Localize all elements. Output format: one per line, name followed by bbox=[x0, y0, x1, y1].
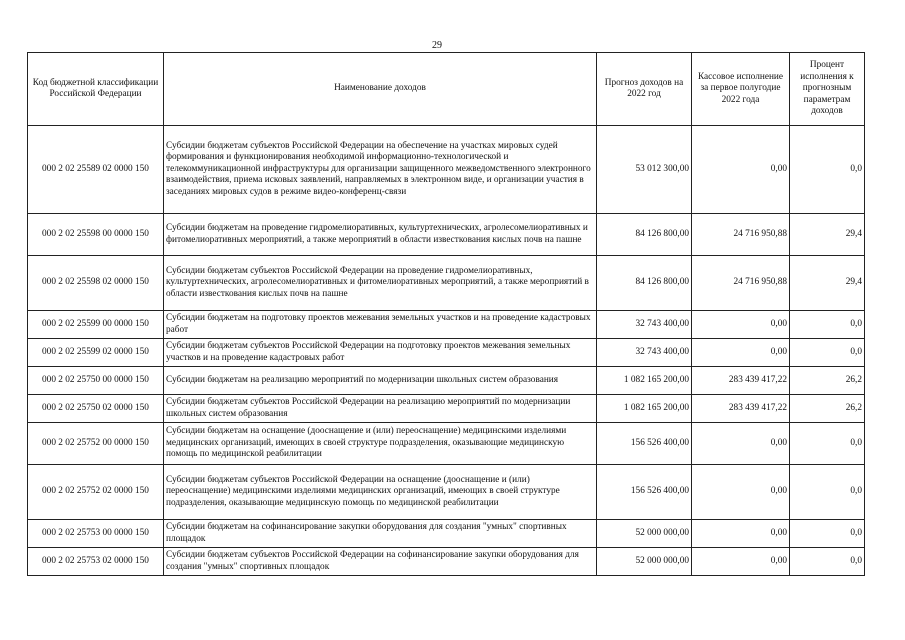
row-name: Субсидии бюджетам субъектов Российской Федерации на оснащение (дооснащение и (или) переоснащение) медицинскими изделиями медицинских организаций, имеющих в своей структуре подразделения, оказывающие медицинскую помощь по медицинской реабилитации bbox=[164, 465, 597, 520]
row-percent: 29,4 bbox=[790, 214, 865, 256]
row-name: Субсидии бюджетам субъектов Российской Федерации на софинансирование закупки оборудования для создания "умных" спортивных площадок bbox=[164, 548, 597, 576]
row-code: 000 2 02 25752 02 0000 150 bbox=[28, 465, 164, 520]
row-forecast: 52 000 000,00 bbox=[597, 520, 692, 548]
table-row bbox=[28, 367, 865, 395]
row-execution: 0,00 bbox=[692, 339, 790, 367]
row-name: Субсидии бюджетам на проведение гидромелиоративных, культуртехнических, агролесомелиоративных и фитомелиоративных мероприятий, а также мероприятий в области известкования кислых почв на пашне bbox=[164, 214, 597, 256]
row-name: Субсидии бюджетам субъектов Российской Федерации на реализацию мероприятий по модернизации школьных систем образования bbox=[164, 395, 597, 423]
row-name: Субсидии бюджетам субъектов Российской Федерации на обеспечение на участках мировых судей формирования и функционирования необходимой информационно-технологической и телекоммуникационной инфраструктуры для организации защищенного межведомственного электронного взаимодействия, приема исковых заявлений, направляемых в электронном виде, и организации участия в заседаниях мировых судов в режиме видео-конференц-связи bbox=[164, 126, 597, 214]
row-forecast: 1 082 165 200,00 bbox=[597, 395, 692, 423]
page-number: 29 bbox=[432, 40, 442, 51]
row-forecast: 84 126 800,00 bbox=[597, 256, 692, 311]
row-percent: 0,0 bbox=[790, 311, 865, 339]
row-percent: 26,2 bbox=[790, 395, 865, 423]
table-row bbox=[28, 256, 865, 311]
row-name: Субсидии бюджетам на подготовку проектов межевания земельных участков и на проведение кадастровых работ bbox=[164, 311, 597, 339]
header-forecast: Прогноз доходов на 2022 год bbox=[597, 53, 692, 126]
row-forecast: 52 000 000,00 bbox=[597, 548, 692, 576]
row-execution: 24 716 950,88 bbox=[692, 256, 790, 311]
row-execution: 0,00 bbox=[692, 520, 790, 548]
row-code: 000 2 02 25598 02 0000 150 bbox=[28, 256, 164, 311]
row-execution: 0,00 bbox=[692, 465, 790, 520]
row-percent: 29,4 bbox=[790, 256, 865, 311]
row-percent: 0,0 bbox=[790, 126, 865, 214]
row-execution: 283 439 417,22 bbox=[692, 395, 790, 423]
row-execution: 0,00 bbox=[692, 126, 790, 214]
row-percent: 0,0 bbox=[790, 423, 865, 465]
row-forecast: 32 743 400,00 bbox=[597, 339, 692, 367]
table-row bbox=[28, 339, 865, 367]
table-header-row bbox=[28, 53, 865, 126]
table-row bbox=[28, 214, 865, 256]
row-name: Субсидии бюджетам на реализацию мероприятий по модернизации школьных систем образования bbox=[164, 367, 597, 395]
header-code: Код бюджетной классификации Российской Федерации bbox=[28, 53, 164, 126]
row-percent: 26,2 bbox=[790, 367, 865, 395]
row-execution: 283 439 417,22 bbox=[692, 367, 790, 395]
row-name: Субсидии бюджетам на софинансирование закупки оборудования для создания "умных" спортивных площадок bbox=[164, 520, 597, 548]
row-code: 000 2 02 25598 00 0000 150 bbox=[28, 214, 164, 256]
table-row bbox=[28, 423, 865, 465]
row-forecast: 84 126 800,00 bbox=[597, 214, 692, 256]
table-row bbox=[28, 548, 865, 576]
header-execution: Кассовое исполнение за первое полугодие 2022 года bbox=[692, 53, 790, 126]
row-code: 000 2 02 25599 00 0000 150 bbox=[28, 311, 164, 339]
row-execution: 24 716 950,88 bbox=[692, 214, 790, 256]
row-percent: 0,0 bbox=[790, 465, 865, 520]
header-percent: Процент исполнения к прогнозным параметрам доходов bbox=[790, 53, 865, 126]
row-percent: 0,0 bbox=[790, 339, 865, 367]
row-forecast: 1 082 165 200,00 bbox=[597, 367, 692, 395]
table-row bbox=[28, 126, 865, 214]
row-code: 000 2 02 25599 02 0000 150 bbox=[28, 339, 164, 367]
row-forecast: 156 526 400,00 bbox=[597, 465, 692, 520]
row-execution: 0,00 bbox=[692, 311, 790, 339]
revenue-table bbox=[27, 52, 865, 576]
row-execution: 0,00 bbox=[692, 423, 790, 465]
table-row bbox=[28, 395, 865, 423]
row-percent: 0,0 bbox=[790, 520, 865, 548]
row-code: 000 2 02 25750 00 0000 150 bbox=[28, 367, 164, 395]
row-name: Субсидии бюджетам на оснащение (дооснащение и (или) переоснащение) медицинскими изделиями медицинских организаций, имеющих в своей структуре подразделения, оказывающие медицинскую помощь по медицинской реабилитации bbox=[164, 423, 597, 465]
row-code: 000 2 02 25753 00 0000 150 bbox=[28, 520, 164, 548]
row-code: 000 2 02 25752 00 0000 150 bbox=[28, 423, 164, 465]
row-code: 000 2 02 25589 02 0000 150 bbox=[28, 126, 164, 214]
row-name: Субсидии бюджетам субъектов Российской Федерации на подготовку проектов межевания земельных участков и на проведение кадастровых работ bbox=[164, 339, 597, 367]
row-name: Субсидии бюджетам субъектов Российской Федерации на проведение гидромелиоративных, культуртехнических, агролесомелиоративных и фитомелиоративных мероприятий, а также мероприятий в области известкования кислых почв на пашне bbox=[164, 256, 597, 311]
row-forecast: 53 012 300,00 bbox=[597, 126, 692, 214]
row-code: 000 2 02 25750 02 0000 150 bbox=[28, 395, 164, 423]
table-row bbox=[28, 520, 865, 548]
table-row bbox=[28, 465, 865, 520]
row-execution: 0,00 bbox=[692, 548, 790, 576]
row-percent: 0,0 bbox=[790, 548, 865, 576]
row-forecast: 156 526 400,00 bbox=[597, 423, 692, 465]
table-row bbox=[28, 311, 865, 339]
header-name: Наименование доходов bbox=[164, 53, 597, 126]
row-code: 000 2 02 25753 02 0000 150 bbox=[28, 548, 164, 576]
row-forecast: 32 743 400,00 bbox=[597, 311, 692, 339]
